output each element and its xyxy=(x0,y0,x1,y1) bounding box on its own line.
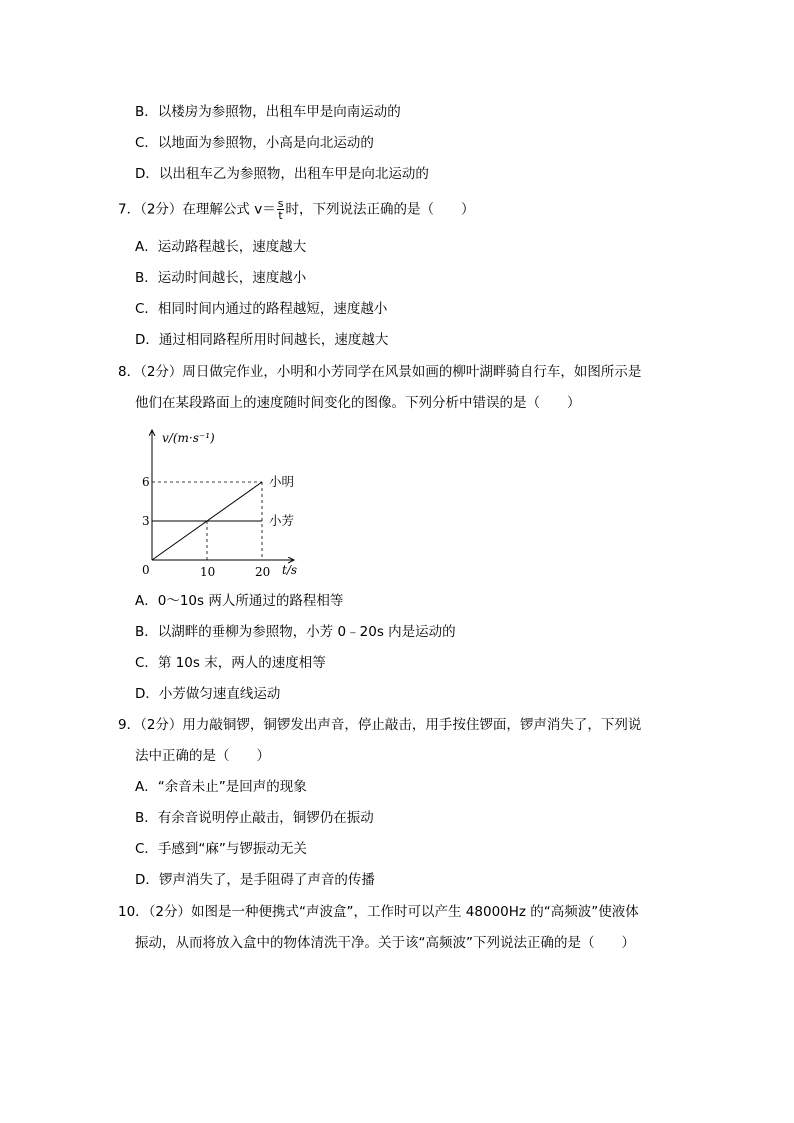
x-tick-10: 10 xyxy=(200,565,216,579)
q9-option-b: B．有余音说明停止敲击，铜锣仍在振动 xyxy=(135,810,374,826)
q9-option-c: C．手感到“麻”与锣振动无关 xyxy=(135,841,307,857)
q8-option-c: C．第 10s 末，两人的速度相等 xyxy=(135,655,326,671)
q7-stem xyxy=(118,198,474,221)
y-tick-6: 6 xyxy=(142,475,150,489)
q7-option-a: A．运动路程越长，速度越大 xyxy=(135,239,307,255)
series-label-2: 小芳 xyxy=(269,513,295,528)
q7-option-c: C．相同时间内通过的路程越短，速度越小 xyxy=(135,301,388,317)
q7-stem-before: 7．（2分）在理解公式 v＝ xyxy=(118,201,276,218)
q9-stem-line2: 法中正确的是（ ） xyxy=(135,748,270,764)
q8-stem-line1: 8．（2分）周日做完作业，小明和小芳同学在风景如画的柳叶湖畔骑自行车，如图所示是 xyxy=(118,364,642,380)
origin-label: 0 xyxy=(142,563,150,577)
q8-stem-line2: 他们在某段路面上的速度随时间变化的图像。下列分析中错误的是（ ） xyxy=(135,395,581,411)
q9-stem-line1: 9．（2分）用力敲铜锣，铜锣发出声音，停止敲击，用手按住锣面，锣声消失了，下列说 xyxy=(118,717,642,733)
q9-option-d: D．锣声消失了，是手阻碍了声音的传播 xyxy=(135,872,375,888)
q10-stem-line1: 10．（2分）如图是一种便携式“声波盒”，工作时可以产生 48000Hz 的“高频波”使液体 xyxy=(118,904,639,920)
x-tick-20: 20 xyxy=(255,565,271,579)
q7-option-b: B．运动时间越长，速度越小 xyxy=(135,270,307,286)
q9-option-a: A．“余音未止”是回声的现象 xyxy=(135,779,307,795)
q10-stem-line2: 振动，从而将放入盒中的物体清洗干净。关于该“高频波”下列说法正确的是（ ） xyxy=(135,935,635,951)
fraction-denominator: t xyxy=(278,209,283,222)
q8-option-b: B．以湖畔的垂柳为参照物，小芳 0﹣20s 内是运动的 xyxy=(135,624,456,640)
x-axis-label: t/s xyxy=(282,563,298,577)
y-axis-label: v/(m·s⁻¹) xyxy=(162,431,215,445)
fraction-numerator: s xyxy=(277,197,284,210)
velocity-time-chart xyxy=(130,420,330,585)
q8-option-a: A．0～10s 两人所通过的路程相等 xyxy=(135,593,344,609)
q6-option-c: C．以地面为参照物，小高是向北运动的 xyxy=(135,135,374,151)
formula-fraction xyxy=(277,198,285,221)
y-tick-3: 3 xyxy=(142,514,150,528)
q7-stem-after: 时，下列说法正确的是（ ） xyxy=(285,201,475,218)
q7-option-d: D．通过相同路程所用时间越长，速度越大 xyxy=(135,332,389,348)
q6-option-d: D．以出租车乙为参照物，出租车甲是向北运动的 xyxy=(135,166,429,182)
q6-option-b: B．以楼房为参照物，出租车甲是向南运动的 xyxy=(135,104,401,120)
series-label-1: 小明 xyxy=(269,474,295,489)
q8-option-d: D．小芳做匀速直线运动 xyxy=(135,686,281,702)
